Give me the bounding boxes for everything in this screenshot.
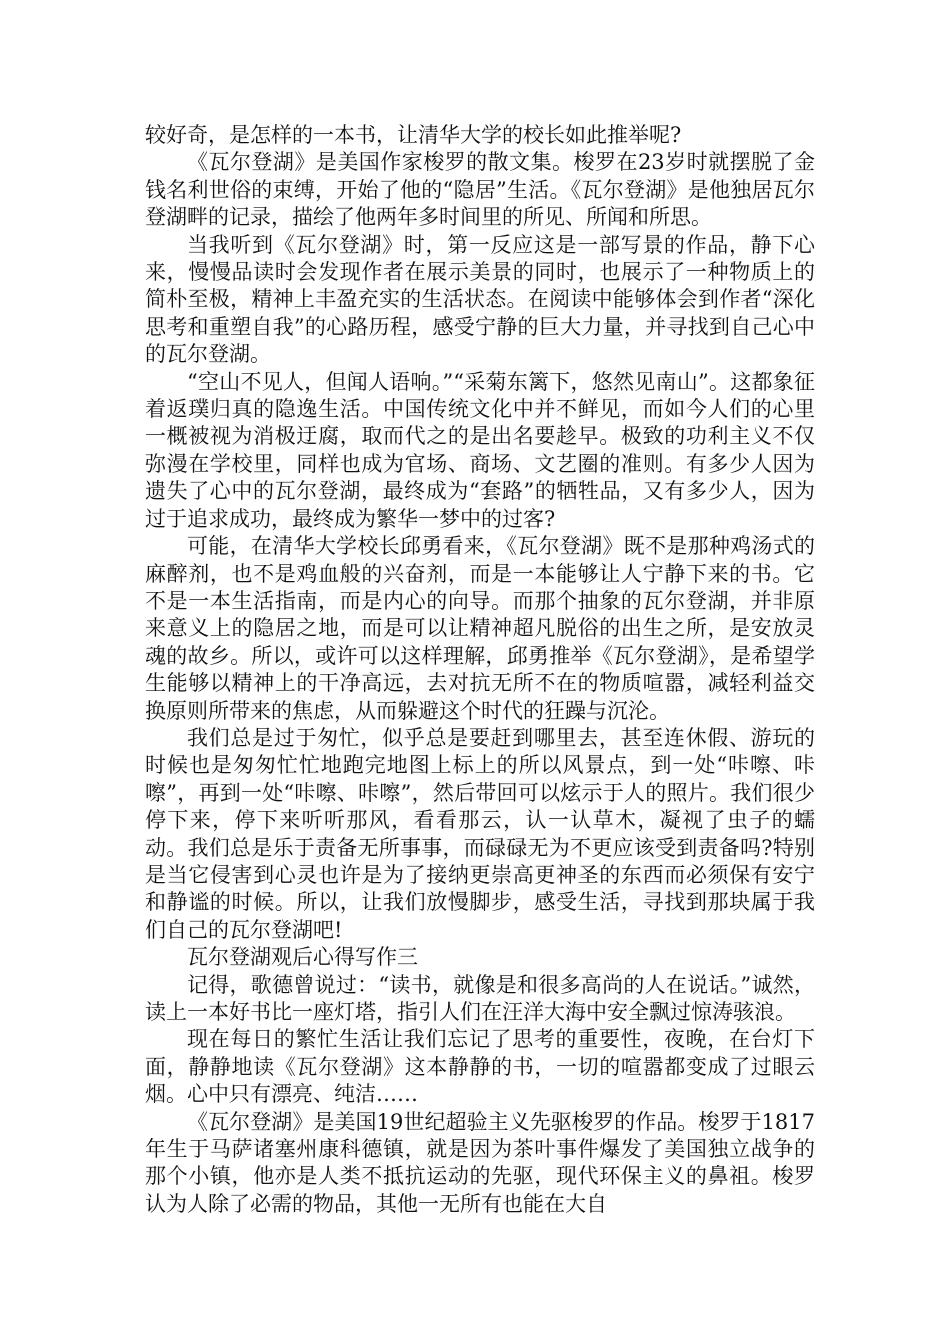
- paragraph-poetry-reflection: “空山不见人，但闻人语响。”“采菊东篱下，悠然见南山”。这都象征着返璞归真的隐逸生活。中国传统文化中并不鲜见，而如今人们的心里一概被视为消极迂腐，取而代之的是出名要趁早。极致的功利主义不仅弥漫在学校里，同样也成为官场、商场、文艺圈的准则。有多少人因为遗失了心中的瓦尔登湖，最终成为“套路”的牺牲品，又有多少人，因为过于追求成功，最终成为繁华一梦中的过客?: [145, 369, 815, 531]
- document-body: [145, 122, 815, 1218]
- paragraph-thoreau-bio: 《瓦尔登湖》是美国19世纪超验主义先驱梭罗的作品。梭罗于1817年生于马萨诸塞州康科德镇，就是因为茶叶事件爆发了美国独立战争的那个小镇，他亦是人类不抵抗运动的先驱，现代环保主义的鼻祖。梭罗认为人除了必需的物品，其他一无所有也能在大自: [145, 1109, 815, 1216]
- paragraph-book-intro: 《瓦尔登湖》是美国作家梭罗的散文集。梭罗在23岁时就摆脱了金钱名利世俗的束缚，开始了他的“隐居”生活。《瓦尔登湖》是他独居瓦尔登湖畔的记录，描绘了他两年多时间里的所见、所闻和所思。: [145, 150, 815, 230]
- section-heading: 瓦尔登湖观后心得写作三: [187, 945, 418, 970]
- paragraph-goethe-quote: 记得，歌德曾说过：“读书，就像是和很多高尚的人在说话。”诚然，读上一本好书比一座灯塔，指引人们在汪洋大海中安全飘过惊涛骇浪。: [145, 972, 815, 1024]
- paragraph-slow-down: 我们总是过于匆忙，似乎总是要赶到哪里去，甚至连休假、游玩的时候也是匆匆忙忙地跑完地图上标上的所以风景点，到一处“咔嚓、咔嚓”，再到一处“咔嚓、咔嚓”，然后带回可以炫示于人的照片。我们很少停下来，停下来听听那风，看看那云，认一认草木，凝视了虫子的蠕动。我们总是乐于责备无所事事，而碌碌无为不更应该受到责备吗?特别是当它侵害到心灵也许是为了接纳更崇高更神圣的东西而必须保有安宁和静谧的时候。所以，让我们放慢脚步，感受生活，寻找到那块属于我们自己的瓦尔登湖吧!: [145, 725, 815, 942]
- paragraph-first-impression: 当我听到《瓦尔登湖》时，第一反应这是一部写景的作品，静下心来，慢慢品读时会发现作者在展示美景的同时，也展示了一种物质上的简朴至极，精神上丰盈充实的生活状态。在阅读中能够体会到作者“深化思考和重塑自我”的心路历程，感受宁静的巨大力量，并寻找到自己心中的瓦尔登湖。: [145, 232, 815, 367]
- paragraph-intro-question: 较好奇，是怎样的一本书，让清华大学的校长如此推举呢?: [145, 123, 682, 147]
- paragraph-principal-view: 可能，在清华大学校长邱勇看来，《瓦尔登湖》既不是那种鸡汤式的麻醉剂，也不是鸡血般的兴奋剂，而是一本能够让人宁静下来的书。它不是一本生活指南，而是内心的向导。而那个抽象的瓦尔登湖，并非原来意义上的隐居之地，而是可以让精神超凡脱俗的出生之所，是安放灵魂的故乡。所以，或许可以这样理解，邱勇推举《瓦尔登湖》，是希望学生能够以精神上的干净高远，去对抗无所不在的物质喧嚣，减轻利益交换原则所带来的焦虑，从而躲避这个时代的狂躁与沉沦。: [145, 534, 815, 723]
- paragraph-night-reading: 现在每日的繁忙生活让我们忘记了思考的重要性，夜晚，在台灯下面，静静地读《瓦尔登湖》这本静静的书，一切的喧嚣都变成了过眼云烟。心中只有漂亮、纯洁……: [145, 1027, 815, 1107]
